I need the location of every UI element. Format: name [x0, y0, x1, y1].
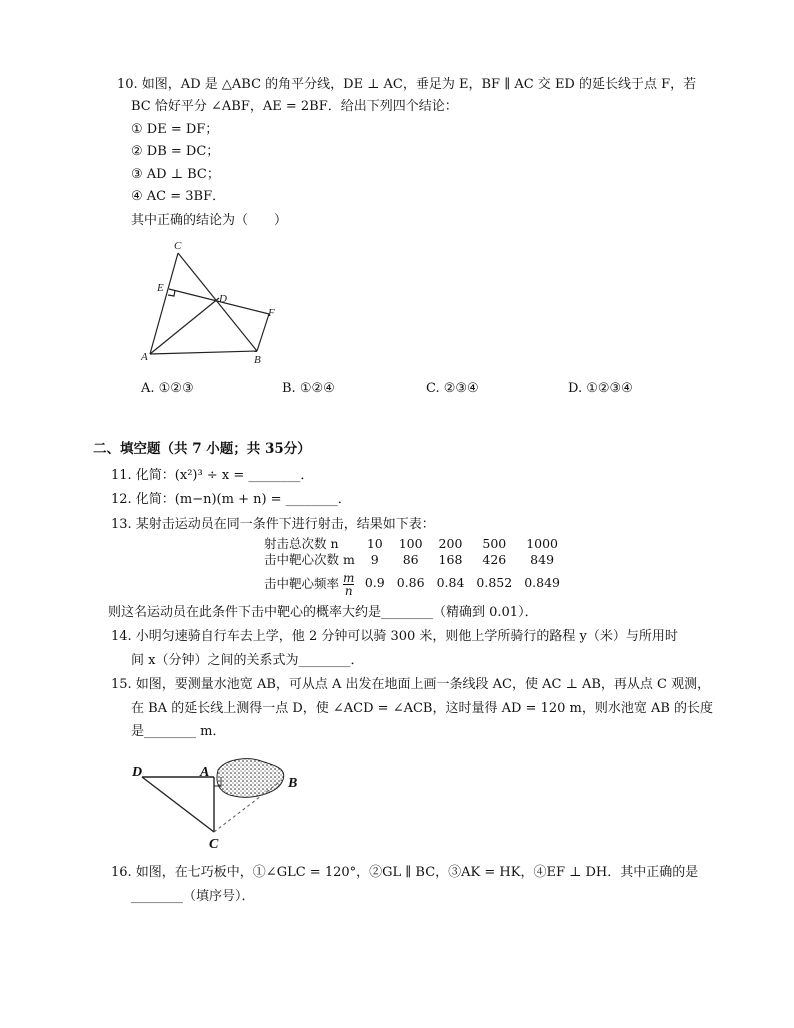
fraction-m-over-n	[343, 572, 354, 597]
table-row	[258, 552, 566, 568]
table-cell: 0.86	[396, 574, 425, 590]
segment-ac	[150, 253, 178, 354]
table-cell: 0.84	[436, 574, 465, 590]
q12: 12. 化简：(m−n)(m + n) = ________．	[111, 492, 351, 507]
table-cell: 426	[482, 552, 507, 567]
label-d: D	[132, 765, 143, 780]
q10-triangle-figure	[135, 236, 285, 368]
q15-pond-figure	[130, 756, 310, 852]
label-d: D	[219, 293, 227, 305]
label-c: C	[174, 240, 182, 252]
table-row	[258, 536, 566, 552]
table-cell: 100	[398, 536, 423, 551]
table-row	[258, 568, 566, 597]
table-cell: 86	[402, 552, 419, 567]
table-cell: 500	[482, 536, 507, 551]
q13-stem: 13. 某射击运动员在同一条件下进行射击，结果如下表：	[111, 517, 435, 532]
q10-question: 其中正确的结论为（ ）	[131, 213, 288, 228]
frac-numerator: m	[343, 571, 355, 585]
label-c: C	[209, 837, 219, 852]
table-cell: 168	[438, 552, 463, 567]
right-angle-mark	[168, 290, 175, 296]
q15-line3: 是________ m．	[131, 724, 226, 739]
segment-dc	[142, 777, 214, 832]
q10-option-a[interactable]: A. ①②③	[141, 381, 194, 396]
pond-shape	[217, 759, 284, 798]
table-cell: 849	[530, 552, 555, 567]
q10-conclusion-4: ④ AC = 3BF．	[131, 189, 226, 204]
table-cell: 9	[370, 552, 379, 567]
table-cell: 10	[366, 536, 383, 551]
q16-line1: 16. 如图，在七巧板中，①∠GLC = 120°，②GL ∥ BC，③AK = HK，④EF ⊥ DH．其中正确的是	[111, 865, 699, 880]
table-cell: 200	[438, 536, 463, 551]
q13-row2-label: 击中靶心次数 m	[264, 552, 355, 567]
q10-conclusion-3: ③ AD ⊥ BC；	[131, 167, 220, 182]
q14-line1: 14. 小明匀速骑自行车去上学，他 2 分钟可以骑 300 米，则他上学所骑行的路程 y（米）与所用时	[111, 629, 678, 644]
q13-row1-label: 射击总次数 n	[264, 536, 339, 551]
q10-stem-line1: 10. 如图，AD 是 △ABC 的角平分线，DE ⊥ AC，垂足为 E，BF ∥ AC 交 ED 的延长线于点 F，若	[117, 77, 697, 92]
q14-line2: 间 x（分钟）之间的关系式为________．	[131, 653, 364, 668]
frac-denominator: n	[344, 584, 353, 598]
label-a: A	[141, 351, 148, 363]
segment-cb	[178, 253, 257, 351]
q16-line2: ________（填序号）．	[131, 889, 255, 904]
q10-option-c[interactable]: C. ②③④	[426, 381, 479, 396]
segment-ab	[150, 351, 257, 354]
table-cell: 0.9	[364, 574, 385, 590]
segment-bf	[257, 314, 269, 351]
q10-conclusion-1: ① DE = DF；	[131, 122, 219, 137]
label-b: B	[254, 354, 261, 366]
section-2-heading: 二、填空题（共 7 小题；共 35分）	[93, 441, 311, 457]
q15-line2: 在 BA 的延长线上测得一点 D，使 ∠ACD = ∠ACB，这时量得 AD = 120 m，则水池宽 AB 的长度	[131, 701, 714, 716]
q15-line1: 15. 如图，要测量水池宽 AB，可从点 A 出发在地面上画一条线段 AC，使 AC ⊥ AB，再从点 C 观测，	[111, 677, 711, 692]
table-cell: 0.852	[476, 574, 513, 590]
q13-row3-label-text: 击中靶心频率	[264, 576, 340, 591]
q11: 11. 化简：(x²)³ ÷ x = ________．	[111, 468, 314, 483]
label-e: E	[157, 282, 164, 294]
q10-option-d[interactable]: D. ①②③④	[568, 381, 633, 396]
segment-ad	[150, 298, 219, 354]
label-b: B	[288, 776, 298, 791]
q10-stem-line2: BC 恰好平分 ∠ABF，AE = 2BF．给出下列四个结论：	[131, 99, 458, 114]
q10-option-b[interactable]: B. ①②④	[282, 381, 335, 396]
table-cell: 0.849	[524, 574, 560, 590]
label-a: A	[200, 765, 210, 780]
q10-conclusion-2: ② DB = DC；	[131, 144, 220, 159]
q13-table	[258, 536, 566, 597]
table-cell: 1000	[526, 536, 558, 551]
q13-row3-label	[258, 568, 359, 597]
q13-tail: 则这名运动员在此条件下击中靶心的概率大约是________（精确到 0.01）．	[108, 605, 538, 620]
label-f: F	[268, 307, 275, 319]
